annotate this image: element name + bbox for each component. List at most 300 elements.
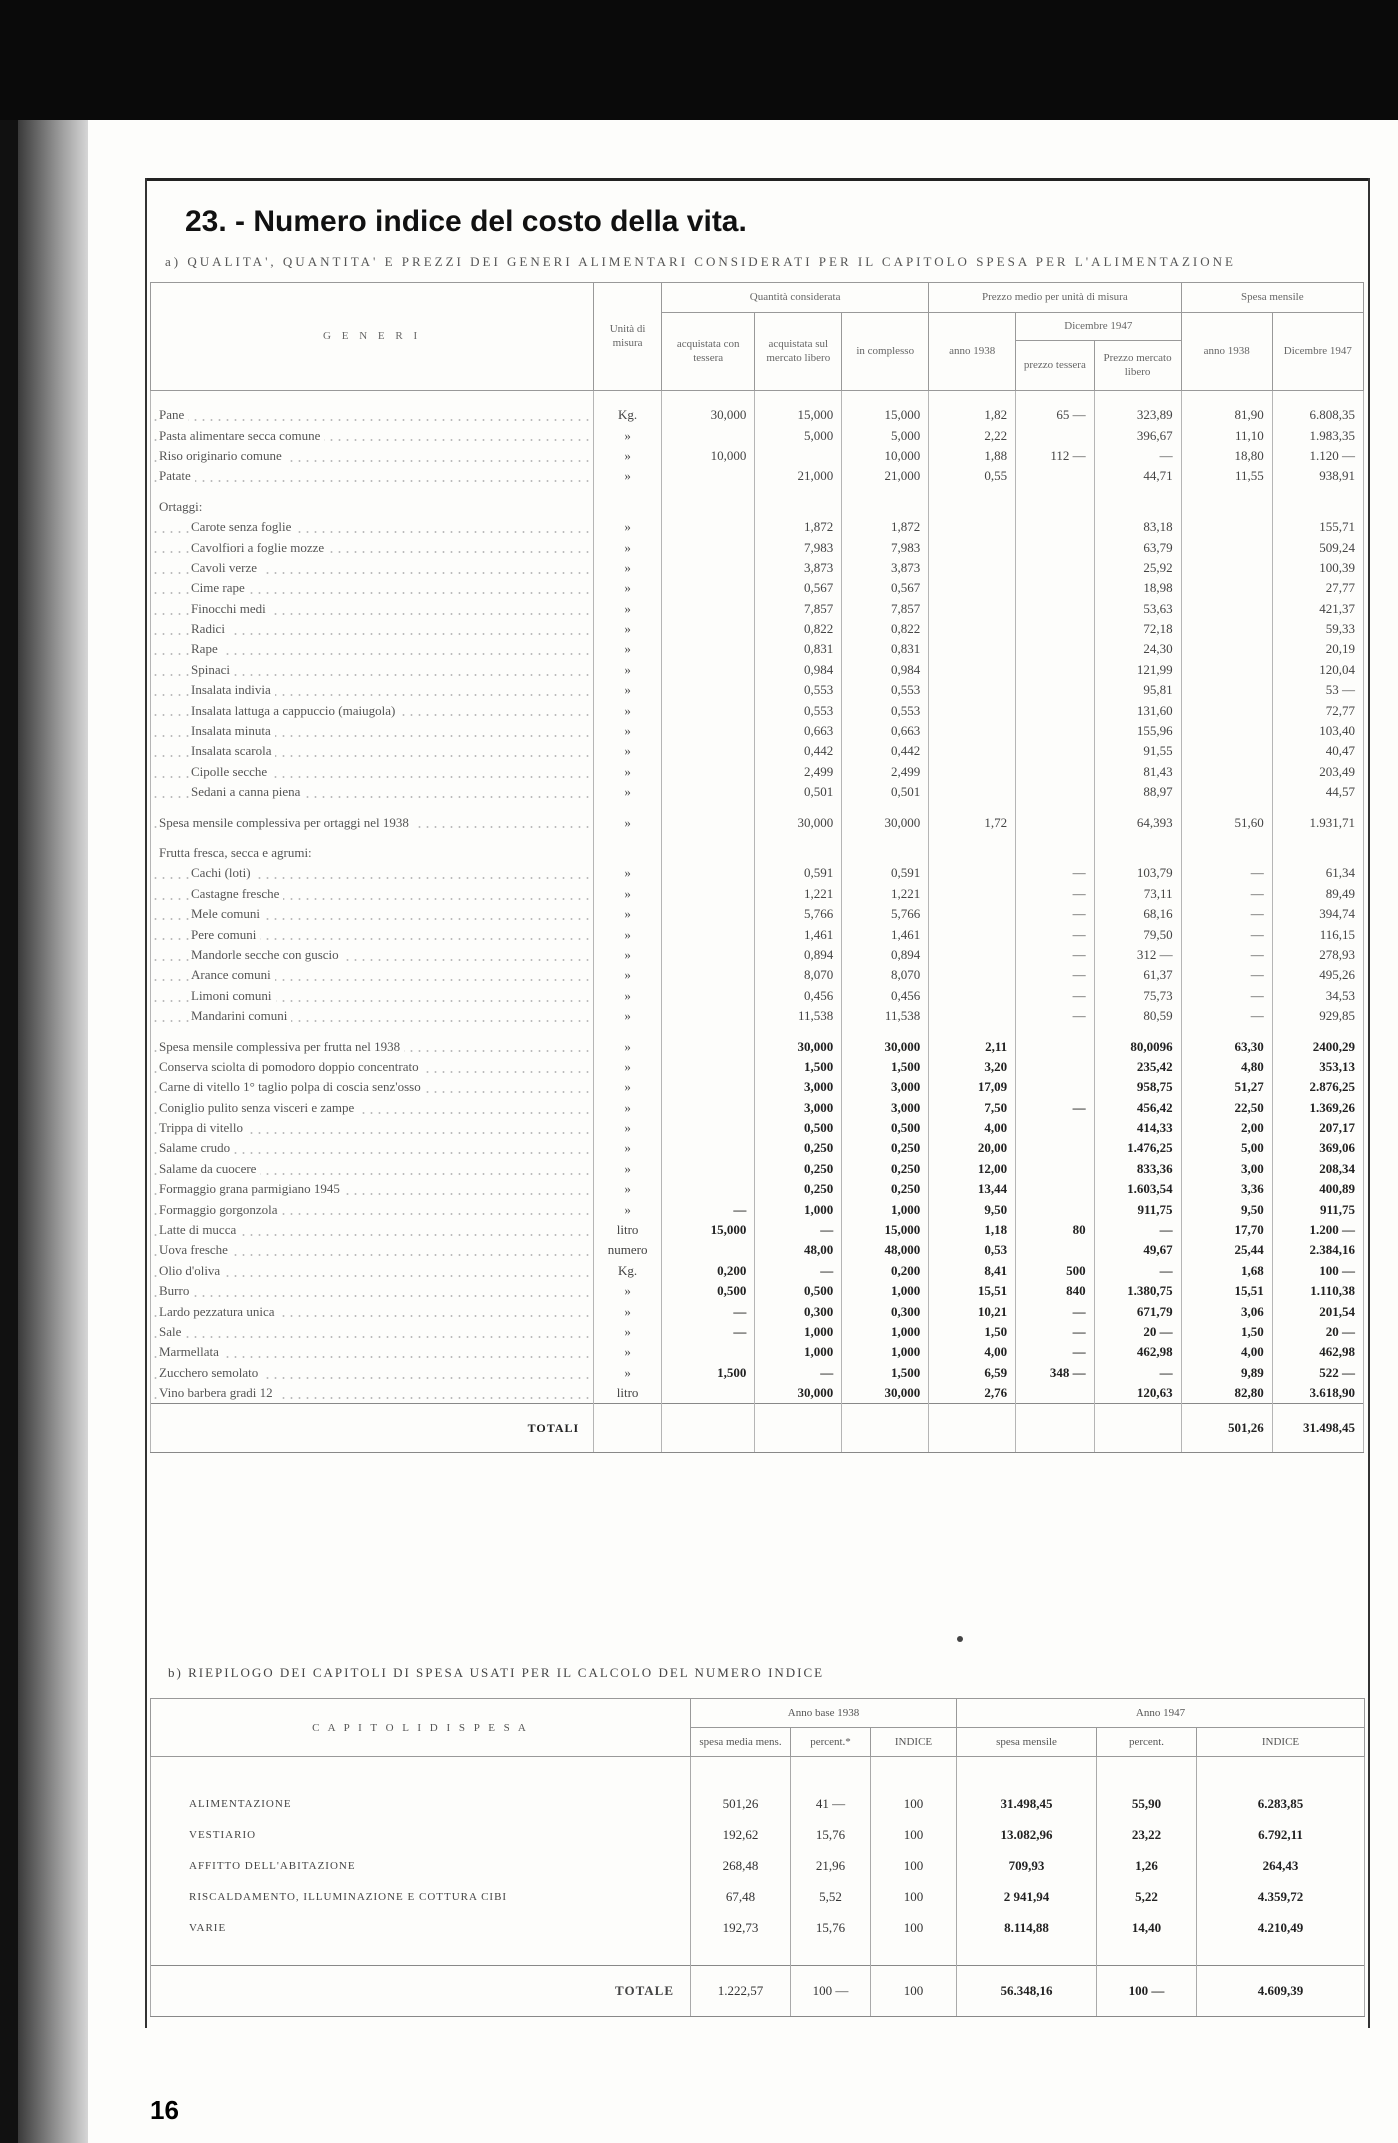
- cell-s-anno: 81,90: [1181, 405, 1272, 425]
- cell-p-mercato: 75,73: [1094, 986, 1181, 1006]
- col-s-anno: anno 1938: [1181, 313, 1272, 391]
- cell-s-dicembre: 2.384,16: [1272, 1240, 1363, 1260]
- cell-percent-1938: 15,76: [791, 1912, 871, 1943]
- cell-capitolo: AFFITTO DELL'ABITAZIONE: [151, 1850, 691, 1881]
- cell-p-mercato: 911,75: [1094, 1199, 1181, 1219]
- cell-s-dicembre: 208,34: [1272, 1159, 1363, 1179]
- cell-p-mercato: 120,63: [1094, 1383, 1181, 1404]
- row-label: Pasta alimentare secca comune: [159, 428, 324, 443]
- cell-p-mercato: 91,55: [1094, 741, 1181, 761]
- cell-q-mercato: —: [755, 1363, 842, 1383]
- cell-unita: »: [594, 1199, 662, 1219]
- cell-q-complesso: 0,250: [842, 1138, 929, 1158]
- row-label: Marmellata: [159, 1344, 223, 1359]
- cell-p-anno: 4,00: [929, 1118, 1016, 1138]
- cell-q-mercato: 15,000: [755, 405, 842, 425]
- cell-unita: »: [594, 1363, 662, 1383]
- cell-s-dicembre: 120,04: [1272, 660, 1363, 680]
- cell-s-dicembre: 20 —: [1272, 1322, 1363, 1342]
- cell-unita: »: [594, 945, 662, 965]
- cell-indice-1947: 4.359,72: [1197, 1881, 1365, 1912]
- cell-q-tessera: [662, 782, 755, 802]
- cell-q-tessera: [662, 680, 755, 700]
- row-label: Carote senza foglie: [191, 519, 295, 534]
- cell-q-tessera: [662, 1138, 755, 1158]
- cell-p-anno: [929, 965, 1016, 985]
- cell-p-anno: [929, 619, 1016, 639]
- cell-s-anno: [1181, 639, 1272, 659]
- cell-q-complesso: 7,983: [842, 537, 929, 557]
- row-label: Cavolfiori a foglie mozze: [191, 540, 328, 555]
- cell-s-anno: 22,50: [1181, 1098, 1272, 1118]
- cell-p-tessera: [1016, 425, 1094, 445]
- empty-cell: [929, 1404, 1016, 1453]
- col-p-anno: anno 1938: [929, 313, 1016, 391]
- cell-p-anno: 2,76: [929, 1383, 1016, 1404]
- row-label: Frutta fresca, secca e agrumi:: [159, 845, 316, 860]
- cell-p-anno: 15,51: [929, 1281, 1016, 1301]
- row-label: Mele comuni: [191, 906, 264, 921]
- col-q-mercato: acquistata sul mercato libero: [755, 313, 842, 391]
- cell-q-tessera: [662, 660, 755, 680]
- row-label: Insalata lattuga a cappuccio (maiugola): [191, 703, 399, 718]
- cell-unita: »: [594, 1159, 662, 1179]
- cell-q-mercato: 0,591: [755, 863, 842, 883]
- cell-s-anno: [1181, 680, 1272, 700]
- cell-p-tessera: 500: [1016, 1261, 1094, 1281]
- cell-q-mercato: 8,070: [755, 965, 842, 985]
- cell-s-anno: 15,51: [1181, 1281, 1272, 1301]
- cell-p-mercato: 88,97: [1094, 782, 1181, 802]
- cell-q-complesso: 30,000: [842, 1036, 929, 1056]
- cell-q-mercato: 30,000: [755, 1036, 842, 1056]
- cell-q-mercato: 1,461: [755, 924, 842, 944]
- cell-p-tessera: [1016, 558, 1094, 578]
- cell-q-complesso: 10,000: [842, 446, 929, 466]
- cell-s-dicembre: 59,33: [1272, 619, 1363, 639]
- cell-q-complesso: 0,831: [842, 639, 929, 659]
- capitolo-row: [151, 1819, 1365, 1850]
- col-prezzo: Prezzo medio per unità di misura: [929, 283, 1181, 313]
- row-label: Latte di mucca: [159, 1222, 240, 1237]
- cell-q-complesso: 0,250: [842, 1179, 929, 1199]
- cell-indice-1947: 4.609,39: [1197, 1966, 1365, 2017]
- cell-s-anno: 9,50: [1181, 1199, 1272, 1219]
- cell-unita: [594, 843, 662, 863]
- row-label: Vino barbera gradi 12: [159, 1385, 277, 1400]
- cell-unita: »: [594, 1098, 662, 1118]
- cell-s-anno: [1181, 619, 1272, 639]
- cell-q-complesso: 5,766: [842, 904, 929, 924]
- cell-spesa-1938: 192,62: [691, 1819, 791, 1850]
- cell-unita: Kg.: [594, 405, 662, 425]
- table-row: [151, 680, 1364, 700]
- cell-q-tessera: [662, 904, 755, 924]
- cell-p-tessera: [1016, 741, 1094, 761]
- cell-unita: »: [594, 904, 662, 924]
- cell-q-mercato: [755, 446, 842, 466]
- cell-q-tessera: —: [662, 1322, 755, 1342]
- cell-s-dicembre: 394,74: [1272, 904, 1363, 924]
- total-s-dicembre: 31.498,45: [1272, 1404, 1363, 1453]
- cell-p-mercato: 80,0096: [1094, 1036, 1181, 1056]
- cell-s-dicembre: 522 —: [1272, 1363, 1363, 1383]
- row-label: Conserva sciolta di pomodoro doppio concentrato: [159, 1059, 423, 1074]
- cell-s-anno: 51,60: [1181, 812, 1272, 832]
- cell-q-complesso: 1,000: [842, 1322, 929, 1342]
- cell-q-complesso: 1,000: [842, 1342, 929, 1362]
- row-label: Lardo pezzatura unica: [159, 1304, 278, 1319]
- cell-s-dicembre: 1.931,71: [1272, 812, 1363, 832]
- cell-unita: Kg.: [594, 1261, 662, 1281]
- row-label: Sedani a canna piena: [191, 784, 304, 799]
- cell-p-tessera: [1016, 517, 1094, 537]
- cell-p-anno: [929, 537, 1016, 557]
- cell-p-mercato: —: [1094, 446, 1181, 466]
- col-anno-base: Anno base 1938: [691, 1699, 957, 1728]
- cell-p-mercato: 81,43: [1094, 762, 1181, 782]
- cell-q-mercato: 0,567: [755, 578, 842, 598]
- cell-s-dicembre: 116,15: [1272, 924, 1363, 944]
- cell-p-anno: [929, 517, 1016, 537]
- cell-s-dicembre: [1272, 843, 1363, 863]
- cell-s-dicembre: 201,54: [1272, 1301, 1363, 1321]
- cell-p-anno: [929, 578, 1016, 598]
- cell-p-anno: 6,59: [929, 1363, 1016, 1383]
- cell-percent-1947: 1,26: [1097, 1850, 1197, 1881]
- table-row: [151, 1363, 1364, 1383]
- cell-q-mercato: 7,857: [755, 599, 842, 619]
- cell-q-mercato: 0,442: [755, 741, 842, 761]
- cell-p-tessera: [1016, 466, 1094, 486]
- cell-indice-1938: 100: [871, 1881, 957, 1912]
- cell-indice-1938: 100: [871, 1966, 957, 2017]
- row-label: Insalata indivia: [191, 682, 275, 697]
- cell-unita: »: [594, 1301, 662, 1321]
- cell-percent-1947: 23,22: [1097, 1819, 1197, 1850]
- cell-q-complesso: [842, 843, 929, 863]
- cell-unita: »: [594, 537, 662, 557]
- cell-p-mercato: 20 —: [1094, 1322, 1181, 1342]
- cell-s-dicembre: 911,75: [1272, 1199, 1363, 1219]
- cell-s-anno: [1181, 599, 1272, 619]
- cell-q-mercato: 0,831: [755, 639, 842, 659]
- cell-q-mercato: 1,000: [755, 1342, 842, 1362]
- cell-s-dicembre: 34,53: [1272, 986, 1363, 1006]
- cell-s-dicembre: 61,34: [1272, 863, 1363, 883]
- cell-s-anno: 3,06: [1181, 1301, 1272, 1321]
- row-label: Radici: [191, 621, 229, 636]
- table-row: [151, 884, 1364, 904]
- section-b-subtitle: b) RIEPILOGO DEI CAPITOLI DI SPESA USATI PER IL CALCOLO DEL NUMERO INDICE: [168, 1665, 825, 1680]
- col-p-tessera: prezzo tessera: [1016, 341, 1094, 391]
- cell-p-mercato: 49,67: [1094, 1240, 1181, 1260]
- cell-p-mercato: 64,393: [1094, 812, 1181, 832]
- table-row: [151, 599, 1364, 619]
- cell-q-mercato: 2,499: [755, 762, 842, 782]
- cell-s-dicembre: 1.983,35: [1272, 425, 1363, 445]
- table-row: [151, 1179, 1364, 1199]
- cell-p-anno: 9,50: [929, 1199, 1016, 1219]
- cell-p-anno: 10,21: [929, 1301, 1016, 1321]
- cell-q-complesso: 0,553: [842, 680, 929, 700]
- cell-s-dicembre: 207,17: [1272, 1118, 1363, 1138]
- cell-p-mercato: 44,71: [1094, 466, 1181, 486]
- table-row: [151, 812, 1364, 832]
- cell-q-tessera: [662, 497, 755, 517]
- cell-p-mercato: 79,50: [1094, 924, 1181, 944]
- table-row: [151, 945, 1364, 965]
- cell-p-anno: 20,00: [929, 1138, 1016, 1158]
- cell-p-anno: 0,53: [929, 1240, 1016, 1260]
- table-row: [151, 1220, 1364, 1240]
- cell-p-anno: 2,22: [929, 425, 1016, 445]
- cell-s-anno: [1181, 843, 1272, 863]
- col-quantita: Quantità considerata: [662, 283, 929, 313]
- cell-s-dicembre: 353,13: [1272, 1057, 1363, 1077]
- cell-q-complesso: 0,200: [842, 1261, 929, 1281]
- cell-capitolo: ALIMENTAZIONE: [151, 1788, 691, 1819]
- table-row: [151, 639, 1364, 659]
- cell-p-anno: 1,82: [929, 405, 1016, 425]
- cell-unita: »: [594, 446, 662, 466]
- cell-p-anno: [929, 843, 1016, 863]
- row-label: Cipolle secche: [191, 764, 271, 779]
- cell-unita: »: [594, 965, 662, 985]
- cell-p-mercato: 155,96: [1094, 721, 1181, 741]
- cell-q-mercato: 21,000: [755, 466, 842, 486]
- cell-unita: »: [594, 1179, 662, 1199]
- cell-p-mercato: [1094, 497, 1181, 517]
- cell-p-anno: 1,88: [929, 446, 1016, 466]
- row-label: Cavoli verze: [191, 560, 261, 575]
- cell-s-anno: 2,00: [1181, 1118, 1272, 1138]
- cell-q-tessera: [662, 945, 755, 965]
- cell-s-dicembre: 72,77: [1272, 700, 1363, 720]
- cell-s-dicembre: 103,40: [1272, 721, 1363, 741]
- cell-s-dicembre: 278,93: [1272, 945, 1363, 965]
- cell-s-dicembre: 44,57: [1272, 782, 1363, 802]
- cell-percent-1938: 15,76: [791, 1819, 871, 1850]
- totals-row: [151, 1404, 1364, 1453]
- cell-q-complesso: 0,553: [842, 700, 929, 720]
- cell-p-mercato: 80,59: [1094, 1006, 1181, 1026]
- cell-p-anno: [929, 558, 1016, 578]
- cell-q-mercato: 0,894: [755, 945, 842, 965]
- cell-p-mercato: 63,79: [1094, 537, 1181, 557]
- cell-s-anno: 11,55: [1181, 466, 1272, 486]
- cell-s-dicembre: 421,37: [1272, 599, 1363, 619]
- cell-q-complesso: 21,000: [842, 466, 929, 486]
- cell-q-tessera: [662, 812, 755, 832]
- cell-s-dicembre: 1.110,38: [1272, 1281, 1363, 1301]
- cell-unita: »: [594, 924, 662, 944]
- cell-p-mercato: 53,63: [1094, 599, 1181, 619]
- cell-unita: »: [594, 517, 662, 537]
- capitolo-row: [151, 1881, 1365, 1912]
- cell-unita: »: [594, 1077, 662, 1097]
- cell-p-mercato: 18,98: [1094, 578, 1181, 598]
- cell-q-tessera: —: [662, 1199, 755, 1219]
- cell-q-tessera: [662, 863, 755, 883]
- cell-s-anno: 11,10: [1181, 425, 1272, 445]
- totale-row: [151, 1966, 1365, 2017]
- cell-q-tessera: 1,500: [662, 1363, 755, 1383]
- cell-s-anno: 63,30: [1181, 1036, 1272, 1056]
- cell-p-tessera: [1016, 660, 1094, 680]
- cell-p-tessera: [1016, 1077, 1094, 1097]
- row-label: Mandorle secche con guscio: [191, 947, 343, 962]
- cell-unita: »: [594, 619, 662, 639]
- cell-indice-1938: 100: [871, 1819, 957, 1850]
- cell-percent-1947: 55,90: [1097, 1788, 1197, 1819]
- cell-p-tessera: [1016, 1138, 1094, 1158]
- page-title: 23. - Numero indice del costo della vita.: [185, 205, 747, 238]
- section-a-subtitle: a) QUALITA', QUANTITA' E PREZZI DEI GENERI ALIMENTARI CONSIDERATI PER IL CAPITOLO SPESA PER L'ALIMENTAZIONE: [165, 254, 1236, 269]
- cell-p-anno: 4,00: [929, 1342, 1016, 1362]
- cell-s-anno: [1181, 558, 1272, 578]
- cell-p-anno: [929, 782, 1016, 802]
- cell-p-anno: 13,44: [929, 1179, 1016, 1199]
- cell-p-mercato: 671,79: [1094, 1301, 1181, 1321]
- table-row: [151, 1159, 1364, 1179]
- cell-indice-1947: 6.283,85: [1197, 1788, 1365, 1819]
- cell-q-tessera: [662, 1006, 755, 1026]
- cell-s-anno: 4,80: [1181, 1057, 1272, 1077]
- cell-p-tessera: [1016, 578, 1094, 598]
- cell-p-anno: 1,18: [929, 1220, 1016, 1240]
- cell-q-mercato: 0,663: [755, 721, 842, 741]
- cell-s-anno: [1181, 762, 1272, 782]
- cell-s-anno: 1,50: [1181, 1322, 1272, 1342]
- table-row: [151, 660, 1364, 680]
- cell-spesa-1938: 501,26: [691, 1788, 791, 1819]
- cell-unita: »: [594, 425, 662, 445]
- cell-p-tessera: [1016, 1199, 1094, 1219]
- table-row: [151, 405, 1364, 425]
- cell-q-mercato: 7,983: [755, 537, 842, 557]
- cell-q-tessera: [662, 1342, 755, 1362]
- cell-s-dicembre: 462,98: [1272, 1342, 1363, 1362]
- cell-s-anno: 82,80: [1181, 1383, 1272, 1404]
- cell-q-mercato: 0,501: [755, 782, 842, 802]
- cell-s-anno: [1181, 721, 1272, 741]
- cell-q-tessera: [662, 1159, 755, 1179]
- cell-s-anno: [1181, 497, 1272, 517]
- cell-percent-1947: 14,40: [1097, 1912, 1197, 1943]
- table-row: [151, 924, 1364, 944]
- table-row: [151, 843, 1364, 863]
- cell-q-mercato: 0,250: [755, 1159, 842, 1179]
- cell-q-complesso: 1,221: [842, 884, 929, 904]
- cell-p-mercato: 456,42: [1094, 1098, 1181, 1118]
- cell-unita: »: [594, 812, 662, 832]
- cell-q-mercato: 1,221: [755, 884, 842, 904]
- cell-q-complesso: 0,894: [842, 945, 929, 965]
- cell-s-dicembre: 6.808,35: [1272, 405, 1363, 425]
- cell-spesa-1938: 67,48: [691, 1881, 791, 1912]
- cell-q-mercato: 5,000: [755, 425, 842, 445]
- cell-q-tessera: [662, 1383, 755, 1404]
- row-label: Trippa di vitello: [159, 1120, 247, 1135]
- cell-p-mercato: 103,79: [1094, 863, 1181, 883]
- cell-p-anno: [929, 884, 1016, 904]
- cell-p-mercato: 1.476,25: [1094, 1138, 1181, 1158]
- cell-p-tessera: —: [1016, 986, 1094, 1006]
- cell-q-complesso: 0,822: [842, 619, 929, 639]
- table-row: [151, 1342, 1364, 1362]
- cell-s-dicembre: 3.618,90: [1272, 1383, 1363, 1404]
- cell-p-mercato: 1.603,54: [1094, 1179, 1181, 1199]
- cell-unita: »: [594, 1057, 662, 1077]
- table-row: [151, 446, 1364, 466]
- cell-q-tessera: [662, 578, 755, 598]
- cell-s-anno: [1181, 782, 1272, 802]
- cell-p-mercato: 323,89: [1094, 405, 1181, 425]
- page-number: 16: [150, 2095, 179, 2125]
- row-label: Cachi (loti): [191, 865, 255, 880]
- cell-q-tessera: [662, 599, 755, 619]
- cell-q-complesso: 0,500: [842, 1118, 929, 1138]
- row-label: Salame da cuocere: [159, 1161, 260, 1176]
- cell-q-complesso: 3,000: [842, 1098, 929, 1118]
- cell-p-tessera: —: [1016, 884, 1094, 904]
- cell-p-tessera: —: [1016, 945, 1094, 965]
- empty-cell: [842, 1404, 929, 1453]
- cell-p-mercato: 235,42: [1094, 1057, 1181, 1077]
- cell-q-mercato: 0,500: [755, 1118, 842, 1138]
- cell-q-complesso: 1,872: [842, 517, 929, 537]
- cell-p-mercato: 73,11: [1094, 884, 1181, 904]
- cell-unita: »: [594, 884, 662, 904]
- cell-s-dicembre: 509,24: [1272, 537, 1363, 557]
- cell-p-anno: 2,11: [929, 1036, 1016, 1056]
- cell-spesa-1938: 1.222,57: [691, 1966, 791, 2017]
- cell-s-anno: —: [1181, 965, 1272, 985]
- cell-p-tessera: [1016, 721, 1094, 741]
- cell-q-complesso: 8,070: [842, 965, 929, 985]
- cell-percent-1947: 100 —: [1097, 1966, 1197, 2017]
- cell-s-dicembre: 155,71: [1272, 517, 1363, 537]
- cell-s-anno: —: [1181, 863, 1272, 883]
- cell-q-tessera: [662, 537, 755, 557]
- table-row: [151, 537, 1364, 557]
- row-label: Rape: [191, 641, 222, 656]
- cell-s-anno: 17,70: [1181, 1220, 1272, 1240]
- cell-unita: »: [594, 680, 662, 700]
- cell-q-mercato: [755, 497, 842, 517]
- cell-s-anno: 3,36: [1181, 1179, 1272, 1199]
- cell-s-dicembre: 929,85: [1272, 1006, 1363, 1026]
- table-row: [151, 904, 1364, 924]
- cell-q-complesso: 3,000: [842, 1077, 929, 1097]
- cell-q-tessera: [662, 1077, 755, 1097]
- cell-s-anno: —: [1181, 945, 1272, 965]
- cell-s-anno: 3,00: [1181, 1159, 1272, 1179]
- cell-spesa-1938: 192,73: [691, 1912, 791, 1943]
- total-label: TOTALI: [151, 1404, 594, 1453]
- cell-p-anno: [929, 639, 1016, 659]
- cell-unita: »: [594, 762, 662, 782]
- cell-s-dicembre: 495,26: [1272, 965, 1363, 985]
- row-label: Riso originario comune: [159, 448, 286, 463]
- cell-q-complesso: 1,461: [842, 924, 929, 944]
- row-label: Castagne fresche: [191, 886, 283, 901]
- cell-q-mercato: 0,553: [755, 680, 842, 700]
- row-label: Pere comuni: [191, 927, 260, 942]
- scan-border-left: [0, 120, 18, 2143]
- cell-s-anno: —: [1181, 924, 1272, 944]
